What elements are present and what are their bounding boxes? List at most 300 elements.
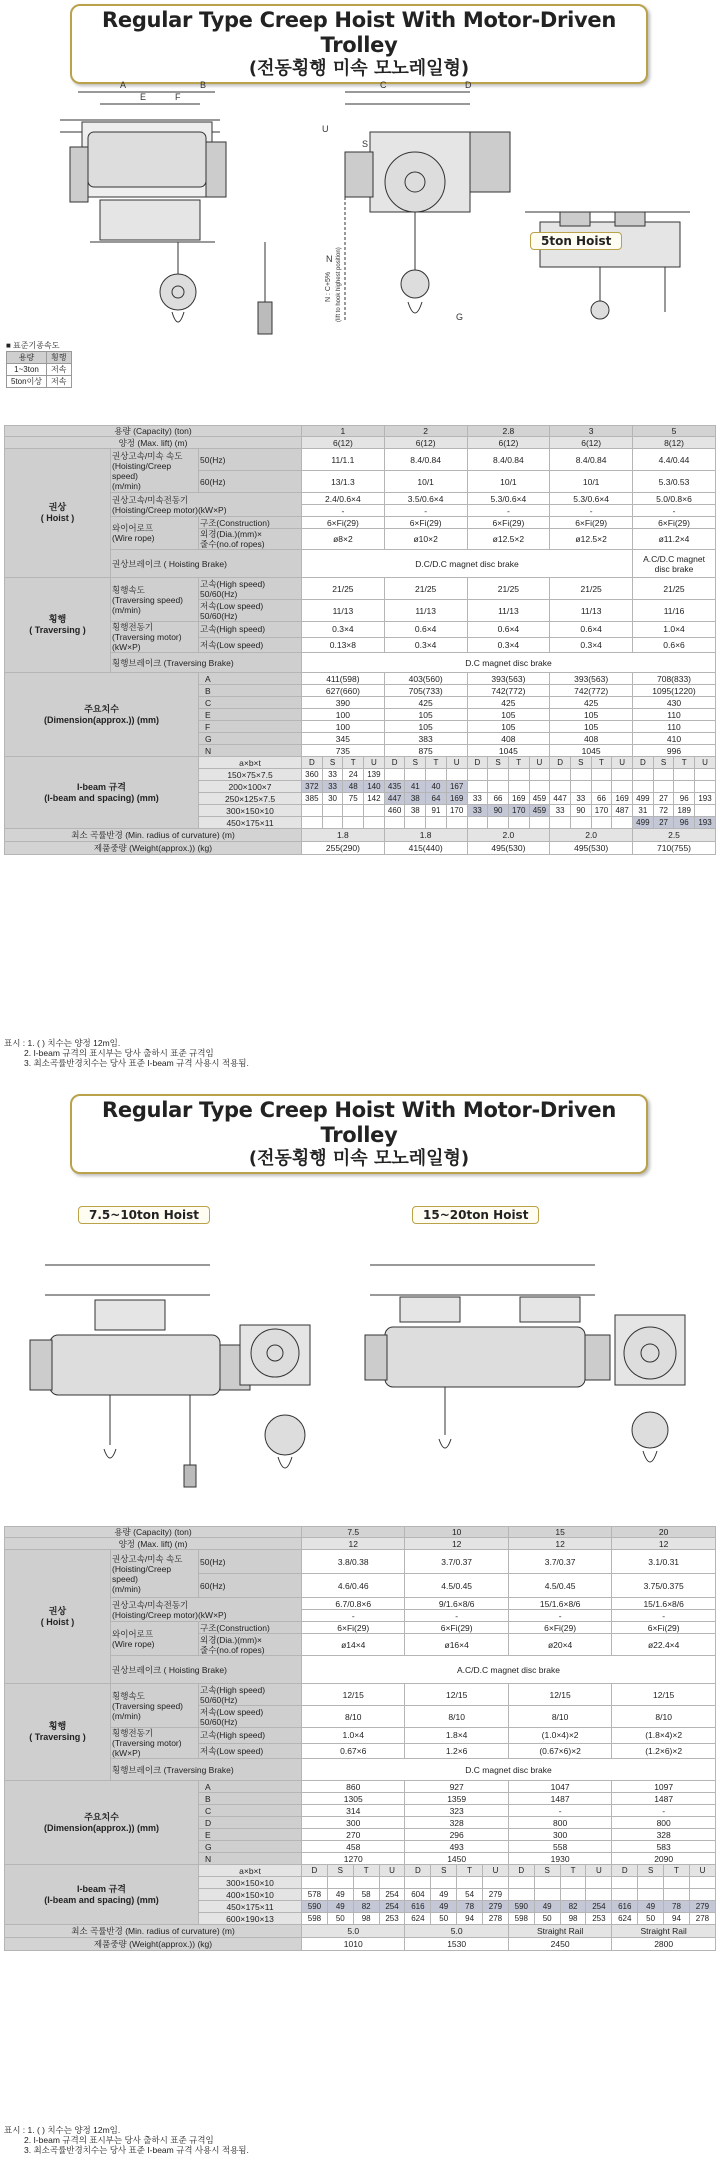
- ibeam-value: [529, 769, 550, 781]
- hoist-15-20-label: 15~20ton Hoist: [412, 1206, 539, 1224]
- low-speed-label: 저속(Low speed) 50/60(Hz): [199, 600, 302, 622]
- dstu-label: U: [612, 757, 633, 769]
- hoist-5ton-label: 5ton Hoist: [530, 232, 622, 250]
- dimension-value: 875: [384, 745, 467, 757]
- hmotor-sub-value: -: [302, 505, 385, 517]
- weight-value: 2450: [508, 1938, 611, 1951]
- ibeam-value: 98: [353, 1913, 379, 1925]
- dimension-key: N: [199, 745, 302, 757]
- hmotor-sub-value: -: [633, 505, 716, 517]
- hspeed60-value: 4.5/0.45: [405, 1574, 508, 1598]
- table-row: [5, 1938, 716, 1951]
- tspeed-high-value: 12/15: [508, 1684, 611, 1706]
- dstu-label: S: [431, 1865, 457, 1877]
- hmotor-value: 2.4/0.6×4: [302, 493, 385, 505]
- ibeam-value: [302, 1877, 328, 1889]
- ibeam-value: 278: [483, 1913, 509, 1925]
- dimension-value: 408: [467, 733, 550, 745]
- ibeam-value: 169: [446, 793, 467, 805]
- tmotor-low-value: 0.3×4: [550, 637, 633, 653]
- ibeam-value: 33: [322, 769, 343, 781]
- hmotor-value: 5.3/0.6×4: [550, 493, 633, 505]
- dstu-label: D: [302, 1865, 328, 1877]
- lift-value: 12: [612, 1538, 716, 1550]
- ibeam-value: 33: [322, 781, 343, 793]
- capacity-label: 용량 (Capacity) (ton): [5, 426, 302, 437]
- dim-letter-u: U: [322, 124, 329, 134]
- ibeam-value: [638, 1889, 664, 1901]
- ibeam-value: 98: [560, 1913, 586, 1925]
- ibeam-value: [570, 781, 591, 793]
- ibeam-value: 278: [689, 1913, 715, 1925]
- ibeam-value: 459: [529, 805, 550, 817]
- tspeed-low-value: 11/13: [384, 600, 467, 622]
- dstu-label: U: [586, 1865, 612, 1877]
- ibeam-size: 450×175×11: [199, 817, 302, 829]
- side-note: N : C+5%: [325, 271, 332, 302]
- ibeam-size: 150×75×7.5: [199, 769, 302, 781]
- construction-value: 6×Fi(29): [633, 517, 716, 529]
- hmotor-value: 15/1.6×8/6: [508, 1598, 611, 1610]
- hoist-speed-label: 권상고속/미속 속도 (Hoisting/Creep speed) (m/min): [111, 1550, 199, 1598]
- speed-legend: [6, 340, 72, 388]
- dimension-value: 583: [612, 1841, 716, 1853]
- tmotor-high-value: 1.0×4: [302, 1728, 405, 1744]
- ibeam-value: 254: [379, 1889, 405, 1901]
- dstu-label: U: [695, 757, 716, 769]
- tmotor-high-value: (1.0×4)×2: [508, 1728, 611, 1744]
- radius-value: 2.5: [633, 829, 716, 842]
- ibeam-value: 253: [586, 1913, 612, 1925]
- dstu-label: T: [353, 1865, 379, 1877]
- hz60-label: 60(Hz): [199, 471, 302, 493]
- ibeam-size: 300×150×10: [199, 1877, 302, 1889]
- construction-value: 6×Fi(29): [302, 1622, 405, 1634]
- legend-r1c2: 저속: [47, 364, 71, 376]
- ibeam-value: 27: [653, 793, 674, 805]
- axbxt-label: a×b×t: [199, 1865, 302, 1877]
- ibeam-value: 50: [431, 1913, 457, 1925]
- dstu-label: S: [653, 757, 674, 769]
- dimension-value: 1270: [302, 1853, 405, 1865]
- dim-letter-e: E: [140, 92, 147, 102]
- ibeam-value: 590: [302, 1901, 328, 1913]
- radius-value: 2.0: [467, 829, 550, 842]
- ibeam-value: 279: [483, 1889, 509, 1901]
- ibeam-value: [508, 1889, 534, 1901]
- ibeam-value: 66: [488, 793, 509, 805]
- ibeam-value: 624: [612, 1913, 638, 1925]
- weight-value: 2800: [612, 1938, 716, 1951]
- hspeed60-value: 4.6/0.46: [302, 1574, 405, 1598]
- ibeam-value: 499: [633, 793, 654, 805]
- table-row: [5, 842, 716, 855]
- ibeam-value: 94: [457, 1913, 483, 1925]
- ibeam-value: 94: [664, 1913, 690, 1925]
- tmotor-high-value: (1.8×4)×2: [612, 1728, 716, 1744]
- ibeam-size: 450×175×11: [199, 1901, 302, 1913]
- dimension-value: 430: [633, 697, 716, 709]
- tspeed-high-value: 12/15: [302, 1684, 405, 1706]
- dstu-label: D: [384, 757, 405, 769]
- tmotor-high-value: 1.8×4: [405, 1728, 508, 1744]
- ibeam-value: 459: [529, 793, 550, 805]
- dia-value: ø16×4: [405, 1634, 508, 1656]
- ibeam-value: 78: [457, 1901, 483, 1913]
- dstu-label: T: [560, 1865, 586, 1877]
- dimension-value: -: [612, 1805, 716, 1817]
- ibeam-value: [446, 817, 467, 829]
- ibeam-value: 170: [508, 805, 529, 817]
- ibeam-value: 189: [674, 805, 695, 817]
- wire-rope-label: 와이어로프 (Wire rope): [111, 517, 199, 550]
- lift-value: 12: [302, 1538, 405, 1550]
- dimension-key: C: [199, 697, 302, 709]
- tspeed-high-value: 21/25: [633, 578, 716, 600]
- hoist-group-label: 권상 ( Hoist ): [5, 1550, 111, 1684]
- tmotor-low-value: 0.6×6: [633, 637, 716, 653]
- lift-value: 12: [405, 1538, 508, 1550]
- radius-value: 1.8: [384, 829, 467, 842]
- tmotor-low-value: 0.67×6: [302, 1743, 405, 1759]
- dimension-value: 742(772): [467, 685, 550, 697]
- ibeam-value: [426, 769, 447, 781]
- ibeam-value: 254: [379, 1901, 405, 1913]
- ibeam-value: 279: [689, 1901, 715, 1913]
- dstu-label: U: [379, 1865, 405, 1877]
- ibeam-value: 54: [457, 1889, 483, 1901]
- table-row: [5, 1656, 716, 1670]
- ibeam-value: [633, 781, 654, 793]
- hz50-label: 50(Hz): [199, 1550, 302, 1574]
- ibeam-value: [560, 1889, 586, 1901]
- dimension-label: 주요치수 (Dimension(approx.)) (mm): [5, 673, 199, 757]
- ibeam-value: 193: [695, 817, 716, 829]
- dim-letter-d: D: [465, 80, 472, 90]
- ibeam-value: [457, 1877, 483, 1889]
- tmotor-high-value: 0.6×4: [550, 622, 633, 638]
- dimension-value: 1487: [508, 1793, 611, 1805]
- dia-value: ø14×4: [302, 1634, 405, 1656]
- title-ko: (전동횡행 미속 모노레일형): [248, 58, 470, 79]
- tspeed-high-value: 12/15: [612, 1684, 716, 1706]
- ibeam-value: 385: [302, 793, 323, 805]
- ibeam-value: 279: [483, 1901, 509, 1913]
- hmotor-value: 3.5/0.6×4: [384, 493, 467, 505]
- ibeam-value: [529, 817, 550, 829]
- tmotor-high-label: 고속(High speed): [199, 1728, 302, 1744]
- ibeam-value: 139: [364, 769, 385, 781]
- dimension-value: 408: [550, 733, 633, 745]
- dstu-label: S: [322, 757, 343, 769]
- ibeam-value: 31: [633, 805, 654, 817]
- ibeam-value: [695, 769, 716, 781]
- dia-value: ø11.2×4: [633, 529, 716, 550]
- construction-value: 6×Fi(29): [384, 517, 467, 529]
- ibeam-value: 50: [534, 1913, 560, 1925]
- table-row: [5, 1759, 716, 1781]
- ibeam-value: [488, 769, 509, 781]
- dimension-value: 383: [384, 733, 467, 745]
- ibeam-value: 72: [653, 805, 674, 817]
- legend-r1c1: 1~3ton: [7, 364, 47, 376]
- construction-value: 6×Fi(29): [550, 517, 633, 529]
- hoist-speed-label: 권상고속/미속 속도 (Hoisting/Creep speed) (m/min): [111, 449, 199, 493]
- ibeam-value: [405, 769, 426, 781]
- hoist-brake-value: D.C/D.C magnet disc brake: [302, 550, 633, 578]
- table-row: [5, 449, 716, 471]
- lift-value: 6(12): [384, 437, 467, 449]
- hspeed60-value: 4.5/0.45: [508, 1574, 611, 1598]
- dimension-value: 105: [467, 709, 550, 721]
- dimension-value: 800: [508, 1817, 611, 1829]
- radius-value: 5.0: [302, 1925, 405, 1938]
- dimension-value: 105: [384, 721, 467, 733]
- ibeam-value: 49: [431, 1901, 457, 1913]
- ibeam-value: [550, 817, 571, 829]
- table-row: [5, 1527, 716, 1538]
- hmotor-sub-value: -: [612, 1610, 716, 1622]
- section-2-title: [70, 1094, 648, 1174]
- dimension-key: A: [199, 673, 302, 685]
- dimension-value: 860: [302, 1781, 405, 1793]
- ibeam-value: [302, 805, 323, 817]
- dimension-value: 800: [612, 1817, 716, 1829]
- ibeam-value: [653, 769, 674, 781]
- ibeam-value: [379, 1877, 405, 1889]
- table-row: [5, 757, 716, 769]
- traverse-motor-label: 횡행전동기 (Traversing motor)(kW×P): [111, 1728, 199, 1759]
- dimension-value: 105: [467, 721, 550, 733]
- dstu-label: S: [534, 1865, 560, 1877]
- dimension-value: 1095(1220): [633, 685, 716, 697]
- ibeam-value: [560, 1877, 586, 1889]
- dimension-value: 493: [405, 1841, 508, 1853]
- construction-value: 6×Fi(29): [508, 1622, 611, 1634]
- lift-label: 양정 (Max. lift) (m): [5, 437, 302, 449]
- dimension-value: 300: [508, 1829, 611, 1841]
- hspeed50-value: 8.4/0.84: [467, 449, 550, 471]
- hoist-7-10-label: 7.5~10ton Hoist: [78, 1206, 210, 1224]
- tspeed-low-value: 11/13: [550, 600, 633, 622]
- ibeam-value: 82: [560, 1901, 586, 1913]
- legend-h2: 횡행: [47, 352, 71, 364]
- dimension-key: E: [199, 709, 302, 721]
- dimension-value: 742(772): [550, 685, 633, 697]
- section-2: [0, 1085, 718, 2171]
- dstu-label: U: [689, 1865, 715, 1877]
- table-row: [5, 829, 716, 842]
- ibeam-value: 66: [591, 793, 612, 805]
- dimension-value: 735: [302, 745, 385, 757]
- ibeam-label: I-beam 규격 (I-beam and spacing) (mm): [5, 1865, 199, 1925]
- ibeam-value: [591, 769, 612, 781]
- weight-label: 제품중량 (Weight(approx.)) (kg): [5, 842, 302, 855]
- construction-value: 6×Fi(29): [405, 1622, 508, 1634]
- dstu-label: T: [674, 757, 695, 769]
- tspeed-low-value: 8/10: [302, 1706, 405, 1728]
- hoist-brake-label: 권상브레이크 ( Hoisting Brake): [111, 1656, 302, 1684]
- table-row: [5, 1538, 716, 1550]
- dimension-value: 425: [467, 697, 550, 709]
- traverse-brake-label: 횡행브레이크 (Traversing Brake): [111, 1759, 302, 1781]
- hspeed50-value: 8.4/0.84: [550, 449, 633, 471]
- dstu-label: D: [633, 757, 654, 769]
- ibeam-value: 254: [586, 1901, 612, 1913]
- lift-value: 6(12): [467, 437, 550, 449]
- dim-letter-g: G: [456, 312, 464, 322]
- ibeam-value: 40: [426, 781, 447, 793]
- dstu-label: U: [446, 757, 467, 769]
- ibeam-value: [384, 769, 405, 781]
- traverse-speed-label: 횡행속도 (Traversing speed) (m/min): [111, 578, 199, 622]
- table-row: [5, 1622, 716, 1634]
- ibeam-value: 499: [633, 817, 654, 829]
- table-row: [5, 426, 716, 437]
- ibeam-value: 167: [446, 781, 467, 793]
- legend-r2c1: 5ton이상: [7, 376, 47, 388]
- ibeam-value: 33: [467, 805, 488, 817]
- ibeam-value: 170: [591, 805, 612, 817]
- ibeam-value: [591, 781, 612, 793]
- ibeam-value: [405, 1877, 431, 1889]
- dstu-label: D: [405, 1865, 431, 1877]
- tspeed-high-value: 21/25: [302, 578, 385, 600]
- weight-label: 제품중량 (Weight(approx.)) (kg): [5, 1938, 302, 1951]
- lift-value: 6(12): [550, 437, 633, 449]
- hmotor-sub-value: -: [384, 505, 467, 517]
- legend-title: ■ 표준기종속도: [6, 341, 60, 350]
- dimension-value: 1047: [508, 1781, 611, 1793]
- ibeam-value: [467, 781, 488, 793]
- ibeam-value: [446, 769, 467, 781]
- ibeam-value: 578: [302, 1889, 328, 1901]
- dstu-label: D: [550, 757, 571, 769]
- table-row: [5, 1925, 716, 1938]
- capacity-value: 3: [550, 426, 633, 437]
- dstu-label: T: [457, 1865, 483, 1877]
- ibeam-value: 96: [674, 793, 695, 805]
- ibeam-value: [586, 1889, 612, 1901]
- ibeam-value: [508, 769, 529, 781]
- ibeam-value: 78: [664, 1901, 690, 1913]
- ibeam-value: [343, 805, 364, 817]
- ibeam-value: 49: [638, 1901, 664, 1913]
- dimension-value: 323: [405, 1805, 508, 1817]
- hspeed60-value: 3.75/0.375: [612, 1574, 716, 1598]
- ibeam-value: 91: [426, 805, 447, 817]
- dimension-value: 393(563): [467, 673, 550, 685]
- dstu-label: D: [612, 1865, 638, 1877]
- capacity-value: 7.5: [302, 1527, 405, 1538]
- radius-value: Straight Rail: [612, 1925, 716, 1938]
- ibeam-value: [653, 781, 674, 793]
- dstu-label: S: [488, 757, 509, 769]
- ibeam-value: [508, 1877, 534, 1889]
- dimension-value: 328: [612, 1829, 716, 1841]
- dimension-value: 390: [302, 697, 385, 709]
- legend-table: [6, 351, 72, 388]
- tspeed-low-value: 8/10: [405, 1706, 508, 1728]
- ibeam-value: 598: [302, 1913, 328, 1925]
- traverse-brake-label: 횡행브레이크 (Traversing Brake): [111, 653, 302, 673]
- construction-value: 6×Fi(29): [467, 517, 550, 529]
- ibeam-value: [570, 769, 591, 781]
- tmotor-high-value: 0.6×4: [467, 622, 550, 638]
- dimension-value: 1097: [612, 1781, 716, 1793]
- tspeed-high-value: 21/25: [384, 578, 467, 600]
- dimension-value: 270: [302, 1829, 405, 1841]
- ibeam-value: [343, 817, 364, 829]
- ibeam-value: [695, 781, 716, 793]
- dimension-value: 1305: [302, 1793, 405, 1805]
- spec-table-2: [4, 1526, 716, 1951]
- weight-value: 495(530): [550, 842, 633, 855]
- dimension-key: B: [199, 685, 302, 697]
- tmotor-low-value: 1.2×6: [405, 1743, 508, 1759]
- traverse-group-label: 횡행 ( Traversing ): [5, 1684, 111, 1781]
- ibeam-value: [467, 769, 488, 781]
- table-row: [5, 1684, 716, 1706]
- ibeam-value: [674, 781, 695, 793]
- table-row: [5, 1781, 716, 1793]
- ibeam-value: [689, 1889, 715, 1901]
- ibeam-value: 487: [612, 805, 633, 817]
- ibeam-value: 169: [612, 793, 633, 805]
- ibeam-size: 300×150×10: [199, 805, 302, 817]
- capacity-value: 10: [405, 1527, 508, 1538]
- dstu-label: T: [426, 757, 447, 769]
- wire-rope-label: 와이어로프 (Wire rope): [111, 1622, 199, 1656]
- note-2-2: 2. I-beam 규격의 표시부는 당사 출하시 표준 규격임: [24, 2135, 214, 2145]
- note-1: 표시 : 1. ( ) 치수는 양정 12m임.: [4, 1038, 121, 1048]
- dimension-value: 705(733): [384, 685, 467, 697]
- dstu-label: D: [508, 1865, 534, 1877]
- construction-label: 구조(Construction): [199, 1622, 302, 1634]
- dimension-value: 1045: [550, 745, 633, 757]
- ibeam-value: 90: [570, 805, 591, 817]
- dstu-label: S: [638, 1865, 664, 1877]
- dimension-value: 403(560): [384, 673, 467, 685]
- high-speed-label: 고속(High speed) 50/60(Hz): [199, 1684, 302, 1706]
- hmotor-value: 6.7/0.8×6: [302, 1598, 405, 1610]
- hmotor-sub-value: -: [508, 1610, 611, 1622]
- hoist-motor-label: 권상고속/미속전동기 (Hoisting/Creep motor)(kW×P): [111, 1598, 302, 1622]
- ibeam-value: 193: [695, 793, 716, 805]
- dimension-value: 105: [384, 709, 467, 721]
- dimension-key: G: [199, 1841, 302, 1853]
- hspeed60-value: 10/1: [467, 471, 550, 493]
- rope-dia-label: 외경(Dia.)(mm)× 줄수(no.of ropes): [199, 529, 302, 550]
- dstu-label: T: [343, 757, 364, 769]
- ibeam-value: 33: [570, 793, 591, 805]
- capacity-value: 20: [612, 1527, 716, 1538]
- ibeam-value: [664, 1889, 690, 1901]
- dstu-label: U: [483, 1865, 509, 1877]
- dia-value: ø10×2: [384, 529, 467, 550]
- dia-value: ø12.5×2: [550, 529, 633, 550]
- ibeam-value: [364, 805, 385, 817]
- ibeam-value: 590: [508, 1901, 534, 1913]
- ibeam-size: 250×125×7.5: [199, 793, 302, 805]
- ibeam-value: [302, 817, 323, 829]
- hoist-15-20-front-drawing: [615, 1315, 685, 1462]
- tmotor-high-value: 0.3×4: [302, 622, 385, 638]
- ibeam-value: [322, 817, 343, 829]
- ibeam-value: 38: [405, 793, 426, 805]
- hmotor-value: 5.3/0.6×4: [467, 493, 550, 505]
- ibeam-value: [353, 1877, 379, 1889]
